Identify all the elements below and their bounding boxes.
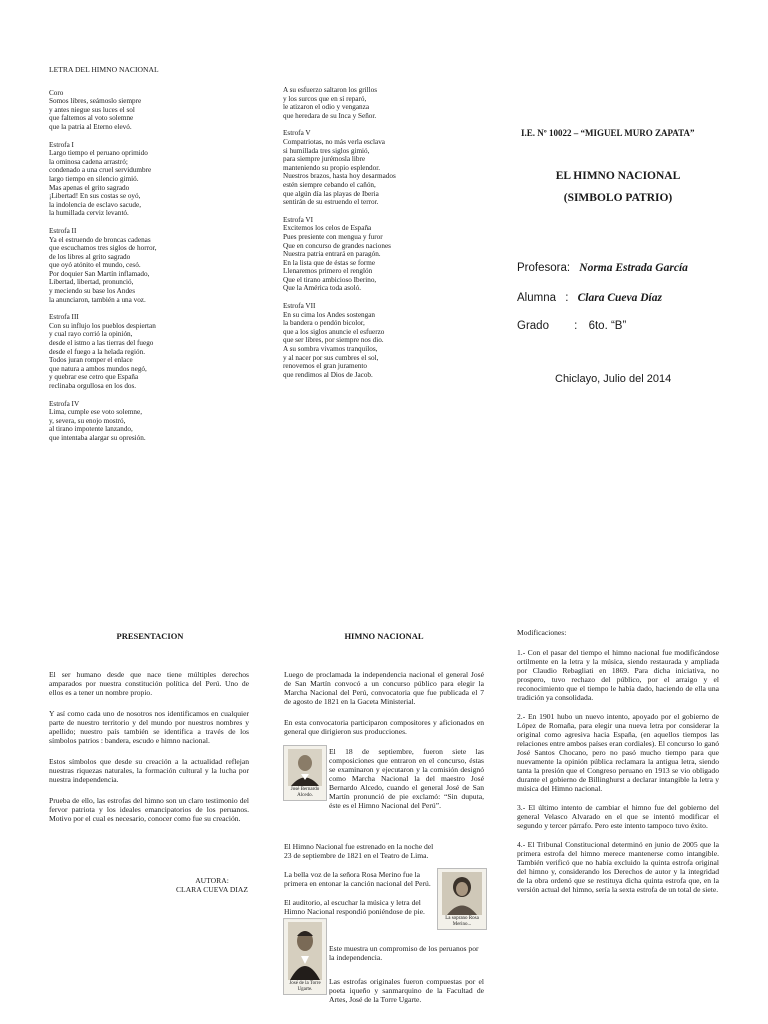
- stanza-line: la ominosa cadena arrastró;: [49, 157, 128, 166]
- school-name: I.E. Nº 10022 – “MIGUEL MURO ZAPATA”: [521, 128, 695, 138]
- ugarte-image: [288, 922, 322, 980]
- stanza-line: Estrofa II: [49, 226, 77, 235]
- stanza: [49, 89, 229, 132]
- ugarte-portrait: [283, 918, 327, 995]
- author-block: [172, 876, 252, 894]
- stanza-line: Que el tirano ambicioso Iberino,: [283, 275, 377, 284]
- stanza-line: Con su influjo los pueblos despiertan: [49, 321, 156, 330]
- stanza-line: que intentaba alargar su opresión.: [49, 433, 146, 442]
- cover-subtitle: (SIMBOLO PATRIO): [563, 192, 673, 204]
- stanza-line: que a los siglos anuncie el esfuerzo: [283, 327, 385, 336]
- stanza-line: y los surcos que en sí reparó,: [283, 94, 367, 103]
- stanza-line: Por doquier San Martín inflamado,: [49, 269, 150, 278]
- stanza-line: al tirano impotente lanzando,: [49, 425, 133, 434]
- stanza-line: Mas apenas el grito sagrado: [49, 183, 130, 192]
- stanza-line: Estrofa I: [49, 140, 74, 149]
- stanza-line: Libertad, libertad, pronunció,: [49, 278, 134, 287]
- stanza-line: Estrofa IV: [49, 399, 80, 408]
- author-label: AUTORA:: [195, 876, 229, 885]
- stanza-line: sentirán de su estruendo el terror.: [283, 198, 379, 207]
- stanza-line: que la patria al Eterno elevó.: [49, 122, 132, 131]
- stanza-line: Pues presiente con mengua y furor: [283, 232, 383, 241]
- stanza-line: que faltemos al voto solemne: [49, 114, 134, 123]
- stanza-line: Lima, cumple ese voto solemne,: [49, 408, 143, 417]
- stanza-line: ¡Libertad! En sus costas se oyó,: [49, 192, 141, 201]
- stanza-line: la indolencia de esclavo sacude,: [49, 200, 141, 209]
- himno-p5: La bella voz de la señora Rosa Merino fue la primera en entonar la canción nacional del Perú.: [284, 870, 431, 888]
- stanza-line: Llenaremos primero el renglón: [283, 267, 373, 276]
- stanza-line: y, severa, su enojo mostró,: [49, 416, 126, 425]
- stanza-line: Ya el estruendo de broncas cadenas: [49, 235, 151, 244]
- himno-p3: El 18 de septiembre, fueron siete las composiciones que entraron en el concurso, éstas se examinaron y ejecutaron y la comisión designó como Marcha Nacional la del maestro José Bernardo Alcedo, cuando el general José de San Martín pronunció de pie exclamó: “Sin duputa, éste es el Himno Nacional del Perú”.: [329, 747, 484, 810]
- profesora-label: Profesora:: [517, 262, 571, 274]
- stanza: [49, 227, 229, 304]
- stanza-line: Estrofa V: [283, 129, 311, 138]
- presentacion-paragraph: Estos símbolos que desde su creación a la actualidad reflejan nuestras riquezas naturales, la formación cultural y la lucha por nuestra independencia.: [49, 757, 249, 784]
- himno-p2: En esta convocatoria participaron compositores y aficionados en general que dirigieron sus producciones.: [284, 718, 484, 736]
- grado-colon: :: [574, 320, 578, 332]
- modificacion-item: 3.- El último intento de cambiar el himno fue del gobierno del general Velasco Alvarado en el que se intentó modificar el segundo y tercer párrafo. Pero este intento tampoco tuvo éxito.: [517, 803, 719, 830]
- stanza-list-left: [49, 89, 229, 443]
- stanza-line: En su cima los Andes sostengan: [283, 310, 376, 319]
- stanza-line: Somos libres, seámoslo siempre: [49, 97, 142, 106]
- stanza-line: Nuestros brazos, hasta hoy desarmados: [283, 172, 396, 181]
- himno-p7: Este muestra un compromiso de los peruanos por la independencia.: [329, 944, 479, 962]
- stanza-line: Estrofa III: [49, 313, 79, 322]
- modificaciones-list: [517, 648, 719, 894]
- himno-p6: El auditorio, al escuchar la música y letra del Himno Nacional respondió poniéndose de pie.: [284, 898, 425, 916]
- stanza-line: Largo tiempo el peruano oprimido: [49, 149, 148, 158]
- presentacion-body: [49, 670, 249, 835]
- alcedo-image: [288, 749, 322, 786]
- stanza-line: Que en concurso de grandes naciones: [283, 241, 391, 250]
- alcedo-caption: José Bernardo Alcedo.: [290, 787, 320, 798]
- stanza-line: desde el fuego a la helada región.: [49, 347, 145, 356]
- presentacion-paragraph: Prueba de ello, las estrofas del himno son un claro testimonio del fervor patriota y los ideales emancipatorios de los peruanos. Motivo por el cual es necesario, conocer como fue su creación.: [49, 796, 249, 823]
- presentacion-paragraph: Y así como cada uno de nosotros nos identificamos en cualquier parte de nuestro territorio y del mundo por nuestros nombres y apellido; nuestro país también se identifica a través de los símbolos patrios : bandera, escudo e himno nacional.: [49, 709, 249, 745]
- stanza-line: renovemos el gran juramento: [283, 362, 368, 371]
- cover-title: EL HIMNO NACIONAL: [555, 170, 681, 182]
- modificacion-item: 1.- Con el pasar del tiempo el himno nacional fue modificándose ortilmente en la letra y la música, siendo restaurada y ampliada por Claudio Rebagliati en 1869. Para dicha iniciativa, no prospero, tuvo rechazo del público, por el arraigo y el reconocimiento que el tiempo le había dado, haciendo de ella una tradición ya consolidada.: [517, 648, 719, 702]
- stanza-line: Todos juran romper el enlace: [49, 356, 133, 365]
- merino-caption: La soprano Rosa Merino...: [445, 916, 479, 927]
- stanza-line: Excitemos los celos de España: [283, 224, 372, 233]
- stanza-line: Nuestra patria entrará en paragón.: [283, 250, 381, 259]
- himno-p1: Luego de proclamada la independencia nacional el general José de San Martín convocó a un concurso público para elegir la Marcha Nacional del Perú, convocatoria que fue publicada el 7 de agosto de 1821 en la Gaceta Ministerial.: [284, 670, 484, 706]
- stanza: [283, 302, 483, 379]
- stanza-line: la humillada cerviz levantó.: [49, 209, 129, 218]
- stanza-line: Estrofa VI: [283, 215, 314, 224]
- author-name: CLARA CUEVA DIAZ: [175, 885, 248, 894]
- presentacion-paragraphs: [49, 670, 249, 823]
- stanza-line: que algún día las playas de Iberia: [283, 189, 379, 198]
- presentacion-title: PRESENTACION: [116, 631, 184, 641]
- stanza: [283, 129, 483, 206]
- stanza-line: desde el istmo a las tierras del fuego: [49, 339, 154, 348]
- stanza-line: Coro: [49, 88, 64, 97]
- stanza-line: que rendimos al Dios de Jacob.: [283, 370, 373, 379]
- stanza-line: y meciendo su base los Andes: [49, 287, 136, 296]
- city-date: Chiclayo, Julio del 2014: [555, 373, 672, 385]
- stanza-line: la bandera o pendón bicolor,: [283, 319, 365, 328]
- stanza: [283, 86, 483, 120]
- grado-value: 6to. “B”: [588, 320, 627, 332]
- stanza-list-mid: [283, 86, 483, 379]
- stanza-line: En la lista que de éstas se forme: [283, 258, 376, 267]
- stanza-line: que heredara de su Inca y Señor.: [283, 111, 377, 120]
- stanza-line: de los libres al grito sagrado: [49, 252, 131, 261]
- profesora-row: [517, 262, 688, 274]
- stanza-line: A su sombra vivamos tranquilos,: [283, 345, 378, 354]
- stanza: [49, 400, 229, 443]
- stanza-line: que ser libres, por siempre nos dio.: [283, 336, 384, 345]
- stanza-line: condenado a una cruel servidumbre: [49, 166, 152, 175]
- modificaciones-title: Modificaciones:: [517, 628, 567, 637]
- stanza-line: y antes niegue sus luces el sol: [49, 105, 135, 114]
- stanza-line: que natura a ambos mundos negó,: [49, 364, 147, 373]
- stanza-line: largo tiempo en silencio gimió.: [49, 174, 139, 183]
- lyrics-column-left: [49, 66, 229, 452]
- stanza-line: Estrofa VII: [283, 302, 316, 311]
- profesora-value: Norma Estrada García: [579, 262, 688, 274]
- alumna-value: Clara Cueva Díaz: [577, 292, 662, 304]
- stanza-line: le atizaron el odio y venganza: [283, 103, 370, 112]
- stanza-line: la anunciaron, también a una voz.: [49, 295, 146, 304]
- himno-p4: El Himno Nacional fue estrenado en la noche del 23 de septiembre de 1821 en el Teatro de Lima.: [284, 842, 434, 860]
- stanza-line: que escuchamos tres siglos de horror,: [49, 244, 157, 253]
- stanza-line: A su esfuerzo saltaron los grillos: [283, 86, 378, 94]
- lyrics-column-mid: [283, 86, 483, 388]
- grado-row: [517, 320, 626, 332]
- modificacion-item: 2.- En 1901 hubo un nuevo intento, apoyado por el gobierno de López de Romaña, para elegir una nueva letra por considerar la original como agresiva hacia España, (en aquellos tiempos las relaciones entre ambos países eran cordiales). El concurso lo ganó José Santos Chocano, pero no pasó mucho tiempo para que nuevamente la opinión pública reclamara la antigua letra, siendo tanta la presión que el Congreso peruano en 1913 se vio obligado durante el gobierno de Billinghurst a declarar intangible la letra y música del Himno nacional.: [517, 712, 719, 793]
- ugarte-caption: José de la Torre Ugarte.: [289, 981, 321, 992]
- alcedo-portrait: [283, 745, 327, 801]
- stanza: [49, 141, 229, 218]
- presentacion-paragraph: El ser humano desde que nace tiene múltiples derechos amparados por nuestra constitución política del Perú. Uno de ellos es a tener un nombre propio.: [49, 670, 249, 697]
- stanza: [283, 216, 483, 293]
- stanza-line: si humillada tres siglos gimió,: [283, 146, 370, 155]
- modificaciones-body: [517, 648, 719, 904]
- stanza-line: Que la América toda asoló.: [283, 284, 362, 293]
- stanza-line: reclinaba orgullosa en los dos.: [49, 382, 137, 390]
- stanza-line: que oyó atónito el mundo, cesó.: [49, 261, 141, 270]
- stanza: [49, 313, 229, 390]
- himno-title: HIMNO NACIONAL: [344, 631, 424, 641]
- modificacion-item: 4.- El Tribunal Constitucional determinó en junio de 2005 que la primera estrofa del himno merece mantenerse como intangible. También verificó que no había excluido la quinta estrofa original del himno y, considerando los Derechos de autor y la integridad de la obra ordenó que se restituya dicha quinta estrofa que, en la versión actual del himno, sería la sexta estrofa de un total de siete.: [517, 840, 719, 894]
- stanza-line: manteniendo su propio esplendor.: [283, 163, 381, 172]
- stanza-line: y cual rayo corrió la opinión,: [49, 330, 133, 339]
- stanza-line: para siempre jurémosla libre: [283, 155, 366, 164]
- stanza-line: y quebrar ese cetro que España: [49, 373, 139, 382]
- stanza-line: estén siempre cebando el cañón,: [283, 180, 376, 189]
- stanza-line: y al nacer por sus cumbres el sol,: [283, 353, 379, 362]
- grado-label: Grado: [517, 320, 549, 332]
- himno-p8: Las estrofas originales fueron compuestas por el poeta iqueño y sanmarquino de la Facultad de Artes, José de la Torre Ugarte.: [329, 977, 484, 1004]
- alumna-colon: :: [565, 292, 569, 304]
- merino-portrait: [437, 868, 487, 930]
- lyrics-title: LETRA DEL HIMNO NACIONAL: [49, 65, 159, 74]
- alumna-label: Alumna: [517, 292, 556, 304]
- alumna-row: [517, 292, 662, 304]
- merino-image: [442, 872, 482, 915]
- stanza-line: Compatriotas, no más verla esclava: [283, 137, 385, 146]
